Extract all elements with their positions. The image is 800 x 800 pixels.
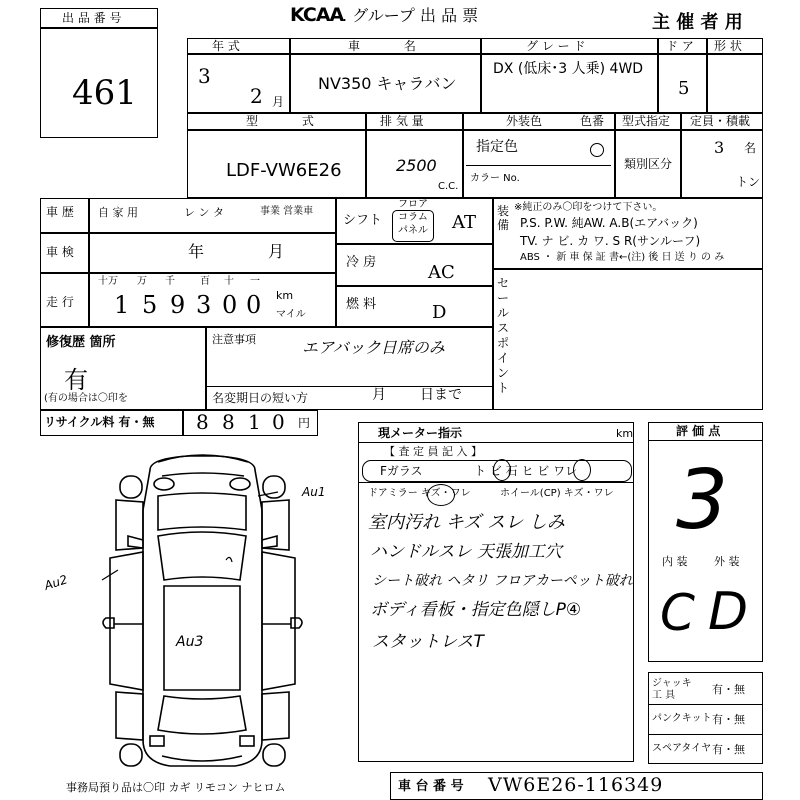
car-name-value: NV350 キャラバン <box>318 74 457 93</box>
wheel-label: ホイール(CP) キズ・ワレ <box>500 488 614 499</box>
shape-label: 形 状 <box>714 39 742 53</box>
mileage-digit-5: 0 <box>222 291 238 319</box>
displacement-value: 2500 <box>396 156 437 175</box>
glass-options: ト ビ 石 ヒ ビ ワレ <box>474 464 578 478</box>
recycle-digit-4: 0 <box>272 410 285 434</box>
history-business[interactable]: 事業 営業車 <box>260 206 314 217</box>
grade-value: DX (低床･3 人乗) 4WD <box>493 61 644 77</box>
year-label: 年 式 <box>212 39 240 53</box>
history-label: 車 歴 <box>46 205 74 219</box>
capacity-unit: 名 <box>744 141 757 155</box>
spare-yes-no[interactable]: 有・無 <box>712 743 745 756</box>
color-value: 指定色 <box>476 139 518 155</box>
mileage-digit-3: 9 <box>170 291 186 319</box>
spare-tire-label: スペアタイヤ <box>652 743 712 754</box>
ton-unit: トン <box>736 175 761 189</box>
car-damage-diagram <box>40 440 360 780</box>
ac-label: 冷 房 <box>346 255 377 270</box>
name-change-label: 名変期日の短い方 <box>212 391 309 405</box>
mileage-unit-10: 十 <box>224 276 234 287</box>
exterior-score: D <box>708 582 749 642</box>
mileage-km: km <box>276 289 294 302</box>
model-label: 型 式 <box>246 114 314 128</box>
car-name-label: 車 名 <box>348 39 416 53</box>
overall-score: 3 <box>676 453 729 548</box>
exterior-color-label: 外装色 <box>506 114 543 128</box>
year-value: 3 <box>198 64 211 88</box>
model-value: LDF-VW6E26 <box>226 160 342 181</box>
shift-value: AT <box>452 212 477 233</box>
office-note: 事務局預り品は〇印 カギ リモコン ナヒロム <box>66 781 286 794</box>
equipment-line-1: P.S. P.W. 純AW. A.B(エアバック) <box>520 216 698 230</box>
mirror-circle-mark <box>427 484 455 506</box>
name-change-day: 日まで <box>420 387 462 403</box>
meter-label: 現メーター指示 <box>378 426 463 440</box>
shift-floor[interactable]: フロア <box>398 199 428 210</box>
color-no-label: カラー No. <box>470 173 520 184</box>
interior-score: C <box>660 584 695 642</box>
puncture-kit-label: パンクキット <box>652 713 712 724</box>
mileage-digit-1: 1 <box>114 291 130 319</box>
equipment-label: 装 備 <box>497 204 510 232</box>
vin-label: 車 台 番 号 <box>398 779 464 794</box>
recycle-digit-3: 1 <box>248 410 261 434</box>
recycle-unit: 円 <box>298 416 311 430</box>
inspection-month-unit: 月 <box>268 242 285 261</box>
mileage-unit-1: 一 <box>250 276 260 287</box>
damage-mark-au2: Au2 <box>42 572 70 593</box>
shift-panel[interactable]: パネル <box>398 225 428 236</box>
model-designation-label: 型式指定 <box>622 114 671 128</box>
damage-mark-au1: Au1 <box>302 485 326 499</box>
caution-label: 注意事項 <box>212 333 256 346</box>
repair-history-value: 有 <box>64 366 88 394</box>
displacement-label: 排 気 量 <box>380 114 424 128</box>
cc-unit: C.C. <box>438 181 459 192</box>
kcaa-logo: KCAA <box>290 4 344 26</box>
mileage-mile: マイル <box>276 309 306 320</box>
door-value: 5 <box>678 78 690 99</box>
equipment-note: ※純正のみ〇印をつけて下さい。 <box>514 202 663 213</box>
score-label: 評 価 点 <box>676 424 721 438</box>
month-unit: 月 <box>272 95 285 109</box>
shift-label: シフト <box>343 213 383 228</box>
vin-value: VW6E26-116349 <box>488 774 664 796</box>
mileage-unit-100: 百 <box>200 276 210 287</box>
door-label: ド ア <box>666 39 694 53</box>
recycle-label: リサイクル料 有・無 <box>44 415 155 429</box>
mileage-digit-6: 0 <box>246 291 262 319</box>
note-line-3: シート破れ ヘタリ フロアカーペット破れ <box>372 573 633 589</box>
puncture-yes-no[interactable]: 有・無 <box>712 713 745 726</box>
jack-yes-no[interactable]: 有・無 <box>712 683 745 696</box>
crack-circle-mark <box>573 459 591 481</box>
lot-number-label: 出 品 番 号 <box>62 11 122 25</box>
fuel-label: 燃 料 <box>346 297 377 312</box>
glass-circle-mark <box>493 459 511 481</box>
damage-mark-au3: Au3 <box>176 634 204 650</box>
mileage-label: 走 行 <box>46 295 74 309</box>
inspector-label: 【 査 定 員 記 入 】 <box>384 445 482 458</box>
name-change-month: 月 <box>372 387 386 403</box>
mileage-digit-2: 5 <box>142 291 158 319</box>
form-title: . グループ 出 品 票 <box>342 6 479 25</box>
capacity-label: 定員・積載 <box>690 114 751 128</box>
ac-value: AC <box>428 262 455 283</box>
class-label: 類別区分 <box>624 157 673 171</box>
month-value: 2 <box>250 84 263 108</box>
history-rental[interactable]: レ ン タ <box>184 206 224 219</box>
jack-label: ジャッキ 工 具 <box>652 678 692 701</box>
capacity-value: 3 <box>714 138 725 157</box>
color-code-label: 色番 <box>580 114 605 128</box>
note-line-1: 室内汚れ キズ スレ しみ <box>368 512 565 533</box>
sales-point-label: セールスポイント <box>497 276 510 395</box>
mileage-digit-4: 3 <box>196 291 212 319</box>
mirror-label: ドアミラー キズ・ワレ <box>368 488 471 499</box>
equipment-line-2: TV. ナ ビ. カ ワ. S R(サンルーフ) <box>520 234 701 248</box>
repair-note: (有の場合は〇印を <box>44 393 128 404</box>
glass-label: Fガラス <box>380 464 423 478</box>
exterior-label: 外 装 <box>714 555 740 568</box>
mileage-unit-10k: 万 <box>137 276 147 287</box>
fuel-value: D <box>432 302 447 323</box>
grade-label: グ レ ー ド <box>526 39 586 53</box>
mileage-unit-100k: 十万 <box>98 276 118 287</box>
note-line-5: スタットレスT <box>372 632 484 652</box>
repair-history-label: 修復歴 箇所 <box>46 335 116 350</box>
recycle-digit-1: 8 <box>196 410 209 434</box>
shift-column[interactable]: コラム <box>398 212 428 223</box>
inspection-label: 車 検 <box>46 245 74 259</box>
organizer-label: 主 催 者 用 <box>652 12 743 33</box>
lot-number: 461 <box>72 73 137 113</box>
recycle-digit-2: 8 <box>222 410 235 434</box>
interior-label: 内 装 <box>662 555 688 568</box>
mileage-unit-1k: 千 <box>165 276 175 287</box>
caution-value: エアバック日席のみ <box>302 338 445 357</box>
equipment-line-3: ABS ・ 新 車 保 証 書←(注) 後 日 送 り の み <box>520 252 725 263</box>
inspection-year-unit: 年 <box>188 242 205 261</box>
note-line-4: ボディ看板・指定色隠しP④ <box>370 600 582 620</box>
note-line-2: ハンドルスレ 天張加工穴 <box>370 542 562 562</box>
color-circle-icon <box>590 143 604 157</box>
meter-km: km <box>616 427 634 440</box>
history-private[interactable]: 自 家 用 <box>98 206 138 219</box>
